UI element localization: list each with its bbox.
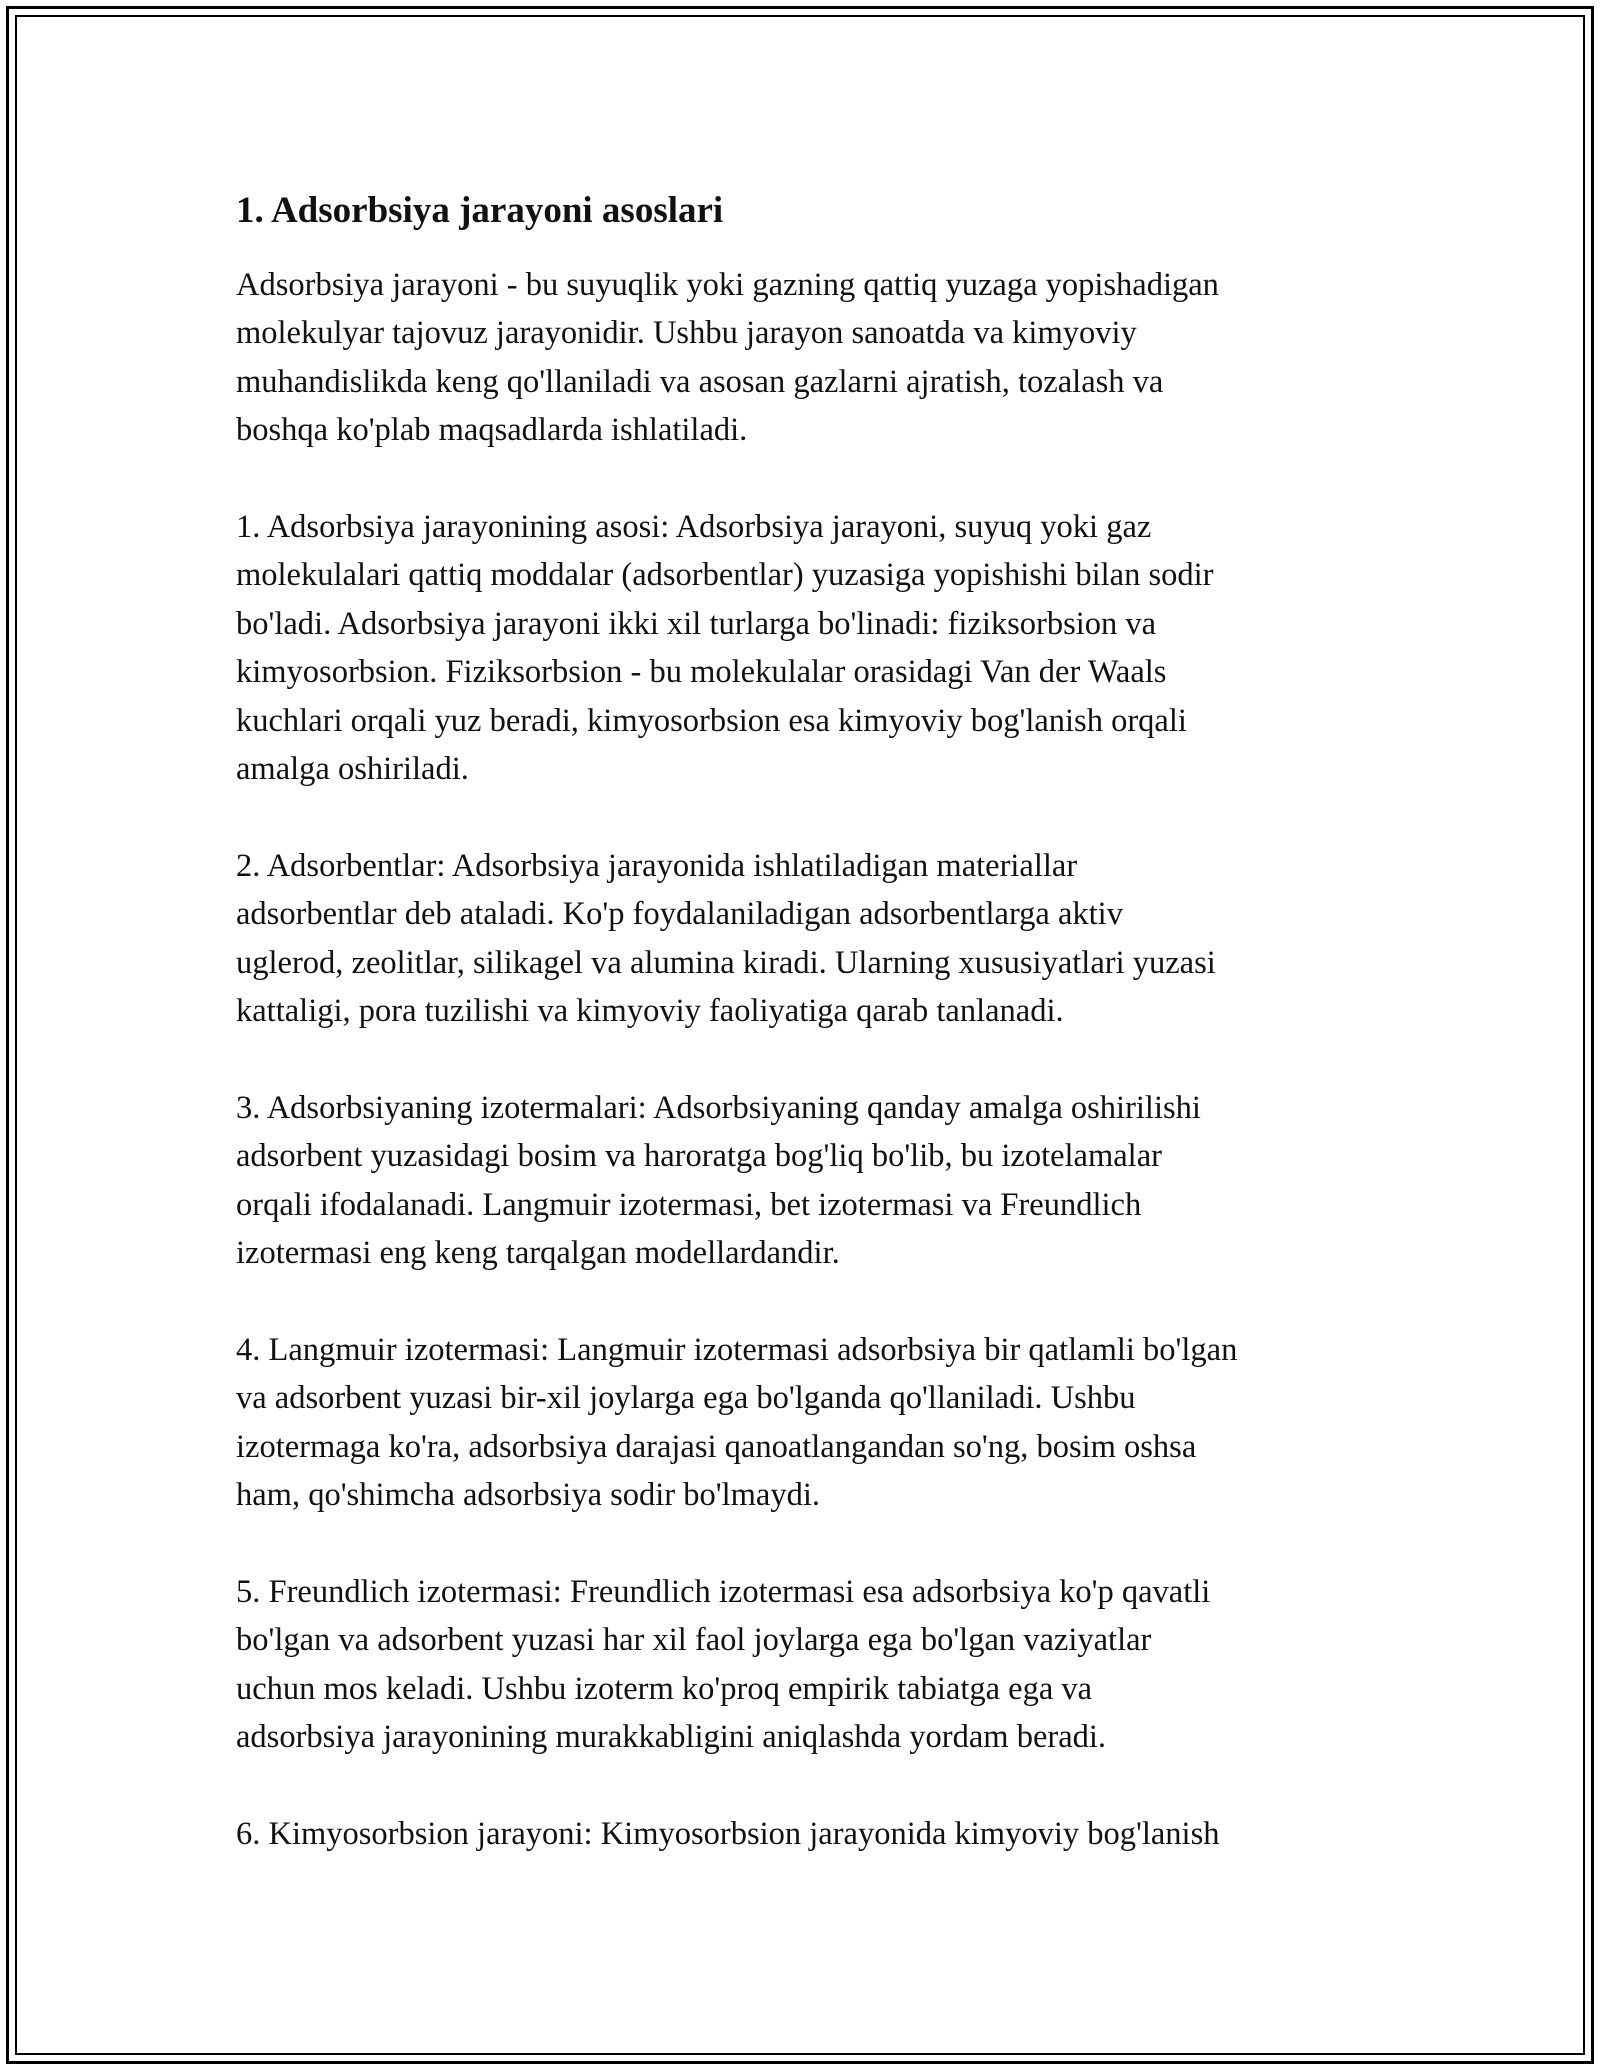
paragraph-intro: Adsorbsiya jarayoni - bu suyuqlik yoki gazning qattiq yuzaga yopishadigan molekulyar tajovuz jarayonidir. Ushbu jarayon sanoatda va kimyoviy muhandislikda keng qo'llaniladi va asosan gazlarni ajratish, tozalash va boshqa ko'plab maqsadlarda ishlatiladi. [236, 267, 1219, 449]
paragraph-section-1: 1. Adsorbsiya jarayonining asosi: Adsorbsiya jarayoni, suyuq yoki gaz molekulalari qattiq moddalar (adsorbentlar) yuzasiga yopishishi bilan sodir bo'ladi. Adsorbsiya jarayoni ikki xil turlarga bo'linadi: fiziksorbsion va kimyosorbsion. Fiziksorbsion - bu molekulalar orasidagi Van der Waals kuchlari orqali yuz beradi, kimyosorbsion esa kimyoviy bog'lanish orqali amalga oshiriladi. [236, 509, 1214, 788]
document-body [236, 186, 1386, 1907]
paragraph-section-3: 3. Adsorbsiyaning izotermalari: Adsorbsiyaning qanday amalga oshirilishi adsorbent yuzasidagi bosim va haroratga bog'liq bo'lib, bu izotelamalar orqali ifodalanadi. Langmuir izotermasi, bet izotermasi va Freundlich izotermasi eng keng tarqalgan modellardandir. [236, 1089, 1201, 1272]
paragraph-section-4: 4. Langmuir izotermasi: Langmuir izotermasi adsorbsiya bir qatlamli bo'lgan va adsorbent yuzasi bir-xil joylarga ega bo'lganda qo'llaniladi. Ushbu izotermaga ko'ra, adsorbsiya darajasi qanoatlangandan so'ng, bosim oshsa ham, qo'shimcha adsorbsiya sodir bo'lmaydi. [236, 1331, 1238, 1514]
document-title: 1. Adsorbsiya jarayoni asoslari [236, 190, 724, 231]
paragraph-section-5: 5. Freundlich izotermasi: Freundlich izotermasi esa adsorbsiya ko'p qavatli bo'lgan va adsorbent yuzasi har xil faol joylarga ega bo'lgan vaziyatlar uchun mos keladi. Ushbu izoterm ko'proq empirik tabiatga ega va adsorbsiya jarayonining murakkabligini aniqlashda yordam beradi. [236, 1573, 1211, 1756]
paragraph-section-6: 6. Kimyosorbsion jarayoni: Kimyosorbsion jarayonida kimyoviy bog'lanish [236, 1815, 1220, 1852]
paragraph-section-2: 2. Adsorbentlar: Adsorbsiya jarayonida ishlatiladigan materiallar adsorbentlar deb ataladi. Ko'p foydalaniladigan adsorbentlarga aktiv uglerod, zeolitlar, silikagel va alumina kiradi. Ularning xususiyatlari yuzasi kattaligi, pora tuzilishi va kimyoviy faoliyatiga qarab tanlanadi. [236, 847, 1216, 1030]
